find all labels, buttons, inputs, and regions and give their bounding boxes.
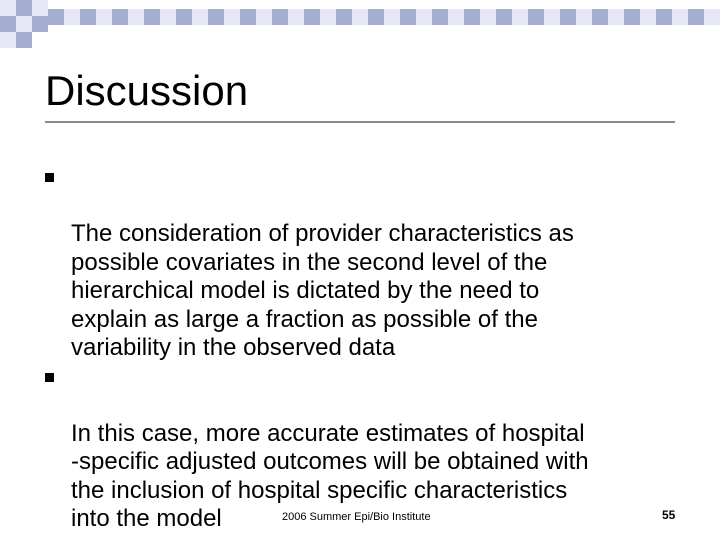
- slide-title: Discussion: [45, 67, 249, 114]
- header-checker-pattern: [0, 0, 720, 48]
- square-bullet-icon: [45, 373, 54, 382]
- title-underline: [45, 121, 675, 123]
- square-bullet-icon: [45, 173, 54, 182]
- bullet-list: [0, 163, 720, 534]
- page-number: 55: [662, 508, 676, 522]
- bullet-item: [0, 363, 720, 534]
- bullet-text: The consideration of provider characteristics as possible covariates in the second level of the hierarchical model is dictated by the need to explain as large a fraction as possible of the variability in the observed data: [71, 220, 574, 361]
- bullet-text: In this case, more accurate estimates of hospital -specific adjusted outcomes will be obtained with the inclusion of hospital specific characteristics into the model: [71, 419, 589, 532]
- bullet-item: [0, 163, 720, 363]
- footer-text: 2006 Summer Epi/Bio Institute: [282, 511, 431, 523]
